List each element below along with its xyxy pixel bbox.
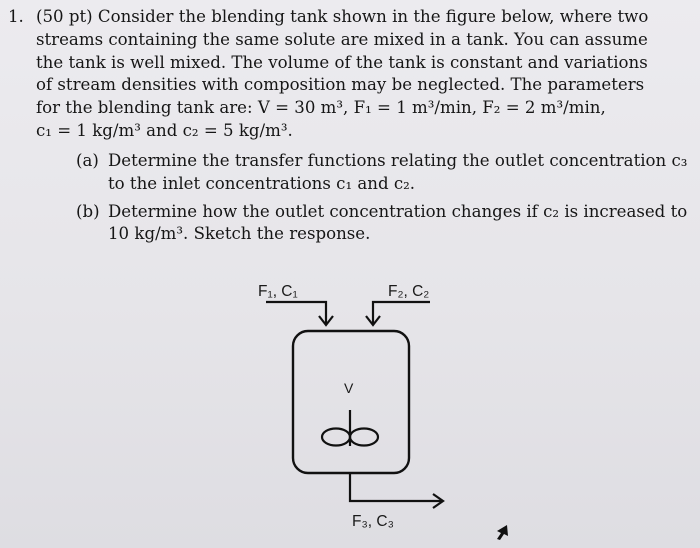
inlet2-stream (366, 302, 430, 325)
problem-number: 1. (8, 7, 24, 26)
problem-line: for the blending tank are: V = 30 m³, F₁ = 1 m³/min, F₂ = 2 m³/min, (36, 98, 606, 118)
part-b-label: (b) (76, 201, 100, 221)
agitator-icon (322, 410, 378, 446)
inlet1-stream (266, 302, 333, 325)
inlet1-label: F₁, C₁ (258, 283, 298, 300)
part-b-line: Determine how the outlet concentration changes if c₂ is increased to (108, 201, 688, 221)
outlet-pipe (350, 473, 442, 501)
part-a-line: Determine the transfer functions relating the outlet concentration c₃ (108, 151, 688, 170)
part-a-line: to the inlet concentrations c₁ and c₂. (108, 173, 416, 193)
problem-line: of stream densities with composition may be neglected. The parameters (36, 75, 645, 95)
problem-statement (8, 6, 668, 143)
outlet-label: F₃, C₃ (352, 513, 394, 530)
problem-line: the tank is well mixed. The volume of the tank is constant and variations (36, 52, 648, 72)
outlet-stream (350, 473, 443, 508)
problem-line: (50 pt) Consider the blending tank shown in the figure below, where two (36, 7, 649, 26)
tank-vessel (293, 331, 409, 473)
agitator-blade-right (350, 429, 378, 446)
inlet1-pipe (266, 302, 326, 324)
agitator-blade-left (322, 429, 350, 446)
cursor-icon (497, 525, 508, 540)
question-parts (76, 150, 688, 251)
part-a-label: (a) (76, 151, 99, 170)
problem-line: streams containing the same solute are mixed in a tank. You can assume (36, 29, 648, 49)
problem-line: c₁ = 1 kg/m³ and c₂ = 5 kg/m³. (36, 120, 293, 140)
part-b-line: 10 kg/m³. Sketch the response. (108, 224, 371, 244)
part-b (76, 201, 688, 247)
problem-text (36, 6, 668, 143)
inlet2-label: F₂, C₂ (388, 283, 430, 300)
inlet2-arrowhead (366, 316, 380, 325)
inlet1-arrowhead (319, 316, 333, 325)
part-a (76, 150, 688, 196)
tank-volume-label: V (344, 380, 354, 396)
inlet2-pipe (373, 302, 430, 324)
outlet-arrowhead (433, 494, 443, 508)
